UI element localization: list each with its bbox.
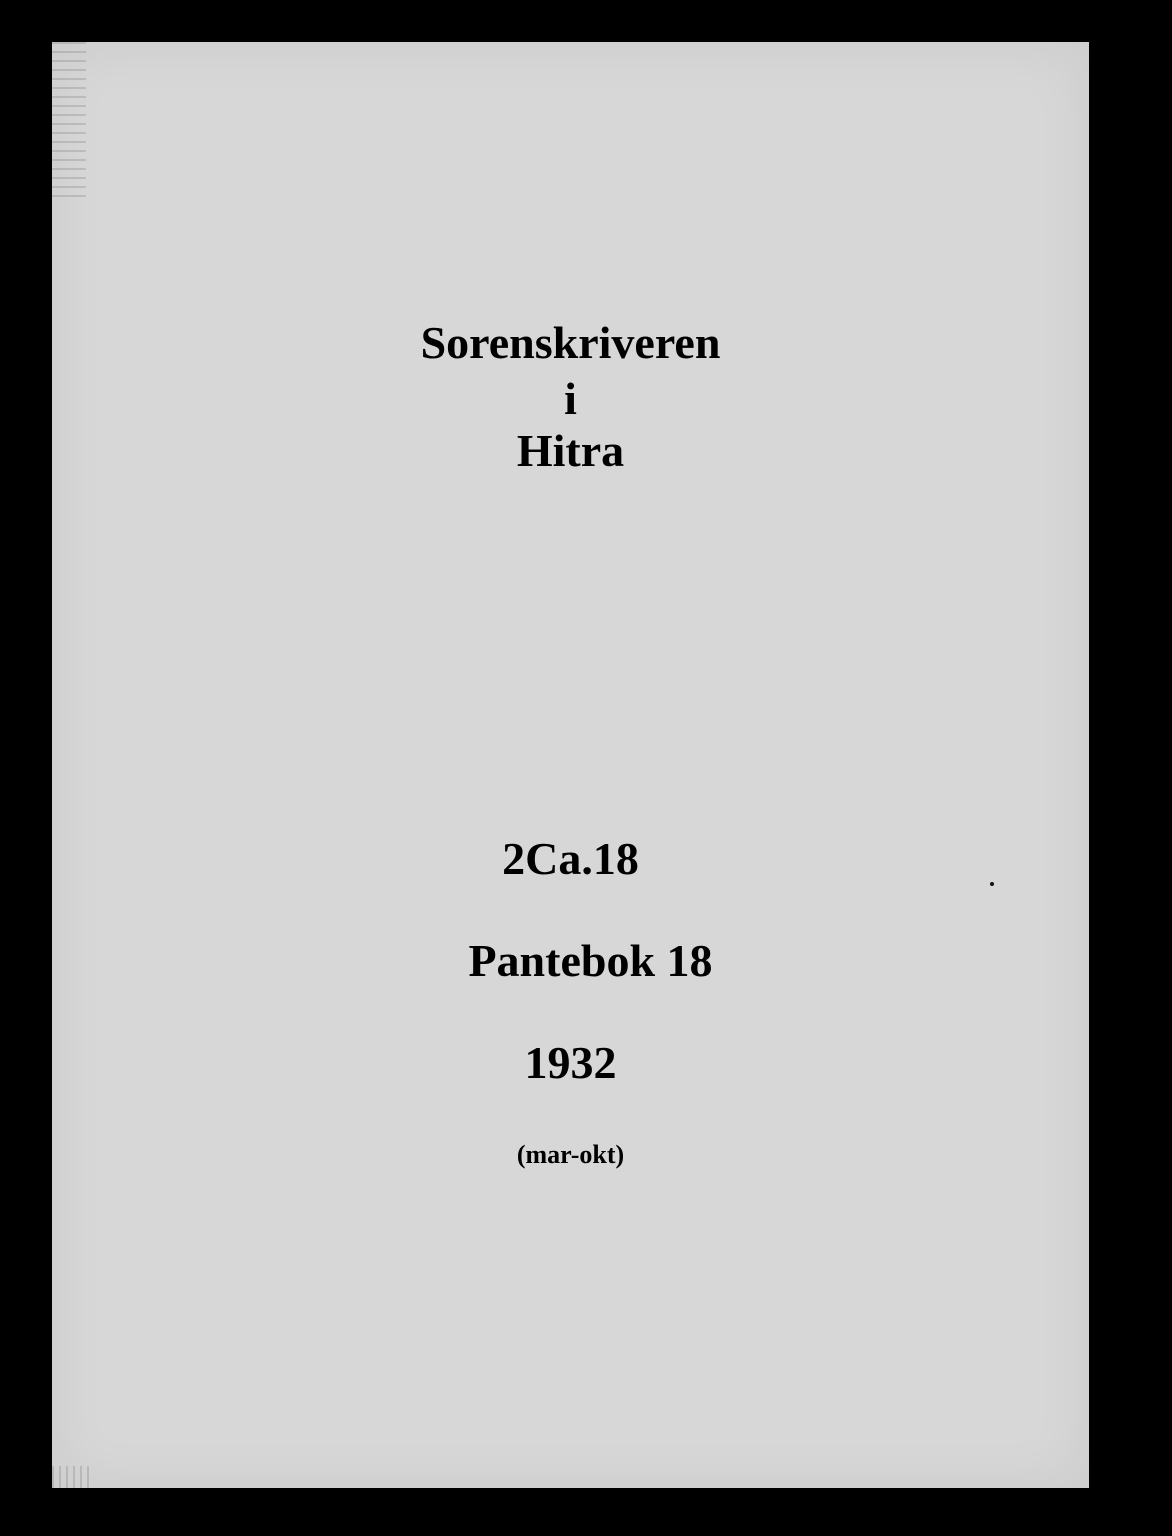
book-label: Pantebok 18 — [468, 935, 713, 986]
office-title: Sorenskriveren — [420, 317, 721, 368]
dust-speck — [990, 882, 994, 886]
place-name: Hitra — [516, 425, 625, 476]
year: 1932 — [524, 1037, 617, 1088]
preposition: i — [564, 373, 577, 424]
document-page — [52, 42, 1089, 1488]
edge-marks-bottom — [52, 1466, 92, 1488]
date-range: (mar-okt) — [516, 1140, 625, 1169]
archive-code: 2Ca.18 — [502, 833, 639, 884]
edge-marks — [52, 42, 86, 202]
